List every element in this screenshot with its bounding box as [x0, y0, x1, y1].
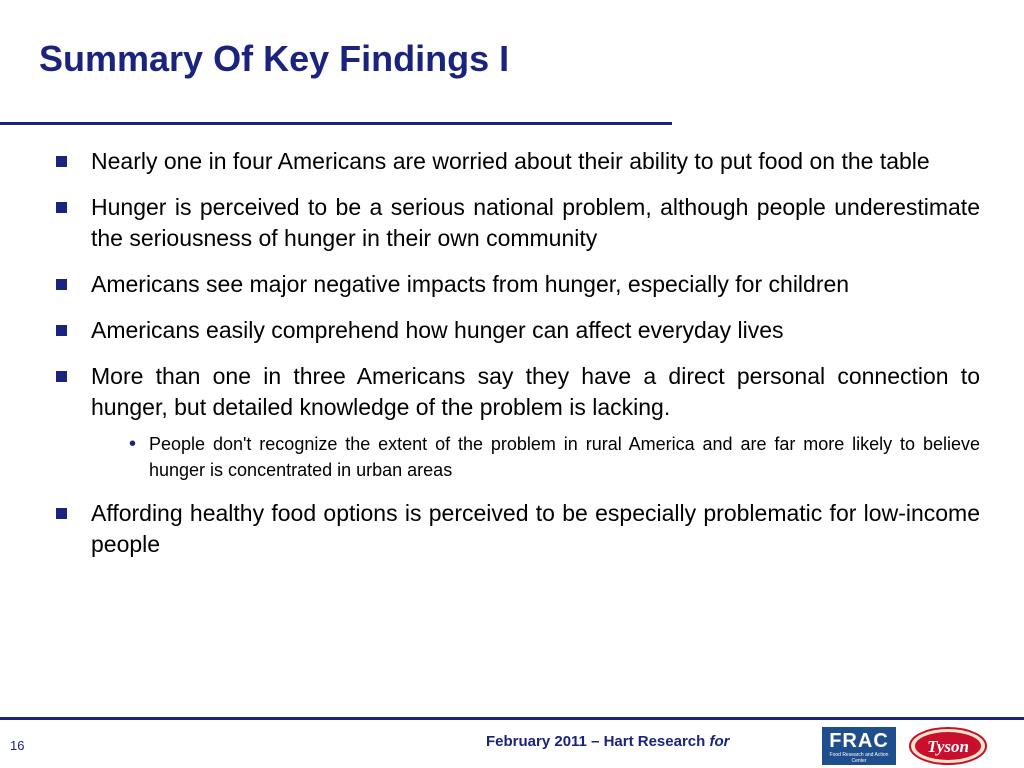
sub-finding-text: People don't recognize the extent of the problem in rural America and are far more likely to believe hunger is concentrated in urban areas [149, 434, 980, 480]
credit-suffix: for [709, 733, 730, 750]
frac-logo-subtext: Food Research and Action Center [829, 752, 889, 764]
tyson-logo [909, 727, 987, 765]
footer-credit [486, 733, 729, 750]
finding-text: Americans see major negative impacts from hunger, especially for children [91, 271, 850, 297]
finding-item [53, 361, 980, 483]
slide-title: Summary Of Key Findings I [39, 38, 510, 79]
square-bullet-icon [56, 279, 67, 290]
page-number: 16 [10, 738, 25, 753]
sub-finding-item [91, 431, 980, 483]
dot-bullet-icon: • [129, 433, 137, 455]
square-bullet-icon [56, 508, 67, 519]
finding-text: More than one in three Americans say they have a direct personal connection to hunger, but detailed knowledge of the problem is lacking. [91, 363, 980, 420]
findings-list [53, 146, 980, 575]
square-bullet-icon [56, 325, 67, 336]
finding-text: Nearly one in four Americans are worried about their ability to put food on the table [91, 148, 930, 174]
finding-text: Americans easily comprehend how hunger can affect everyday lives [91, 317, 784, 343]
title-divider [0, 122, 672, 125]
square-bullet-icon [56, 371, 67, 382]
finding-text: Affording healthy food options is perceived to be especially problematic for low-income people [91, 500, 980, 557]
sub-findings-list [91, 431, 980, 483]
frac-logo [822, 727, 896, 765]
frac-logo-text: FRAC [829, 730, 889, 752]
square-bullet-icon [56, 156, 67, 167]
finding-item [53, 315, 980, 346]
tyson-logo-text: Tyson [927, 737, 969, 756]
finding-item [53, 146, 980, 177]
footer-divider [0, 717, 1024, 720]
square-bullet-icon [56, 202, 67, 213]
finding-item [53, 498, 980, 560]
credit-text: February 2011 – Hart Research [486, 733, 706, 750]
finding-item [53, 192, 980, 254]
finding-text: Hunger is perceived to be a serious national problem, although people underestimate the seriousness of hunger in their own community [91, 194, 980, 251]
finding-item [53, 269, 980, 300]
